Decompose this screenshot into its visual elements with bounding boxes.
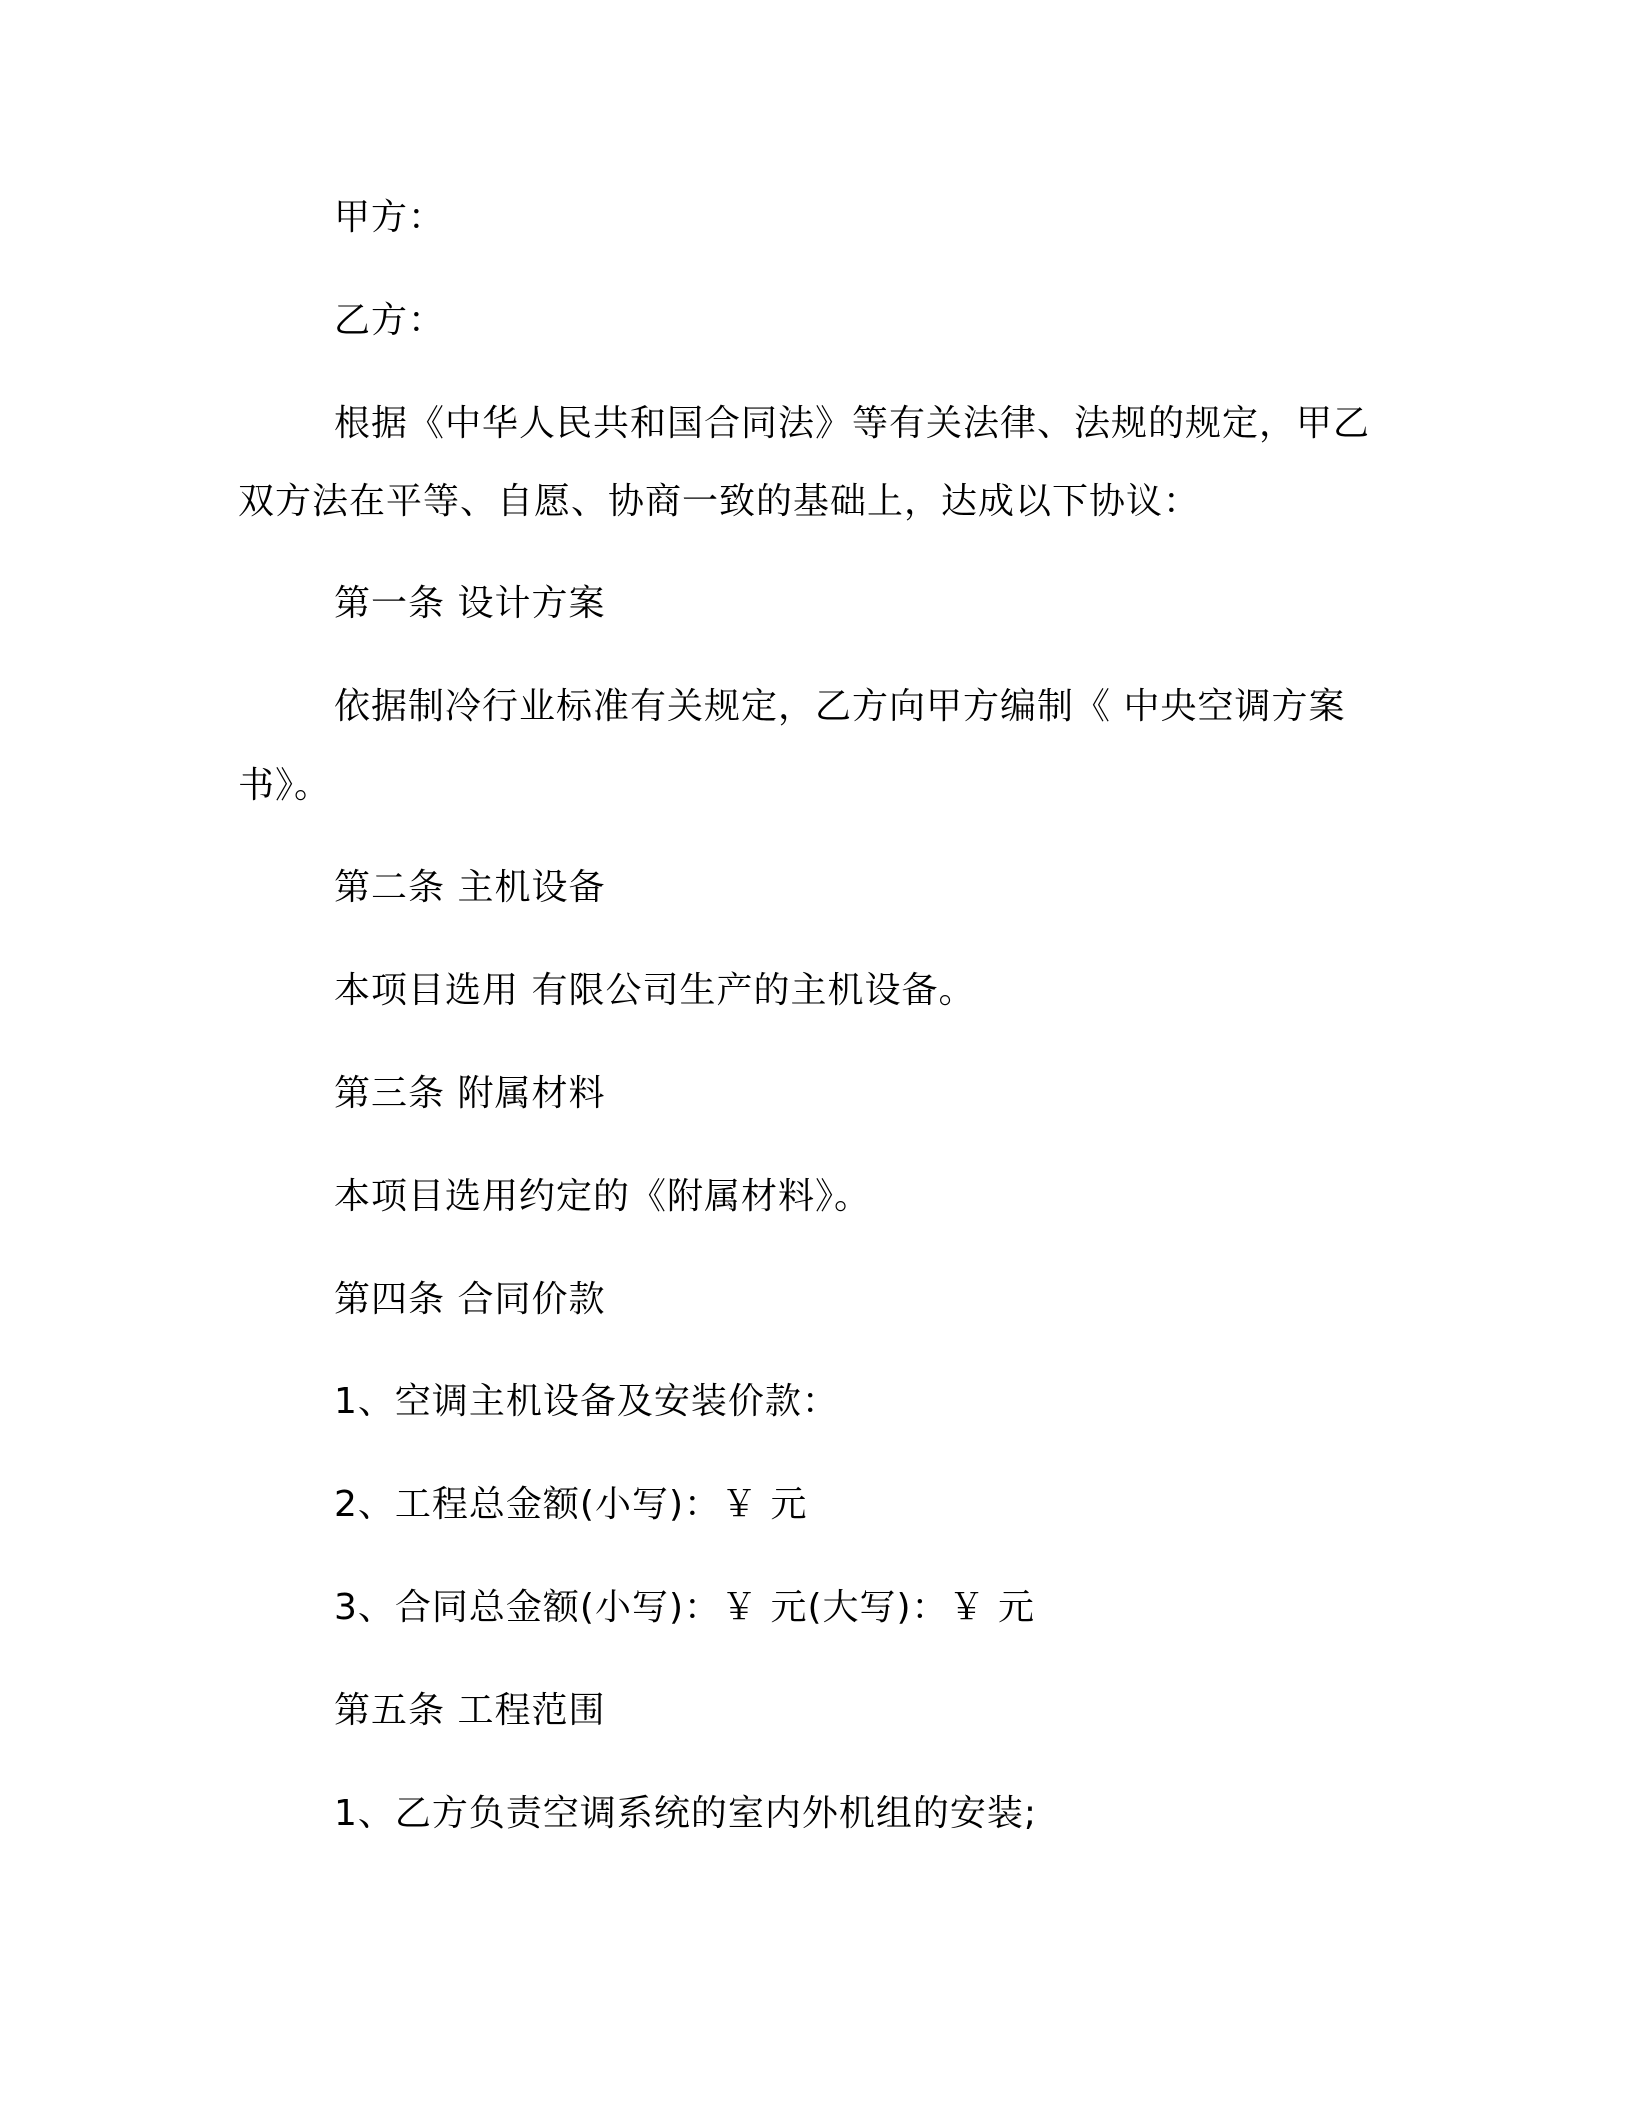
preamble-line-1: 根据《中华人民共和国合同法》等有关法律、法规的规定，甲乙 bbox=[334, 403, 1371, 444]
preamble-line-2: 双方法在平等、自愿、协商一致的基础上，达成以下协议： bbox=[238, 481, 1201, 522]
article-4-item-2: 2、工程总金额(小写)：￥ 元 bbox=[334, 1484, 808, 1525]
party-b-label: 乙方： bbox=[334, 300, 446, 341]
article-3-heading: 第三条 附属材料 bbox=[334, 1073, 606, 1114]
article-4-heading: 第四条 合同价款 bbox=[334, 1279, 606, 1320]
article-5-item-1: 1、乙方负责空调系统的室内外机组的安装; bbox=[334, 1793, 1038, 1834]
article-3-text: 本项目选用约定的《附属材料》。 bbox=[334, 1176, 872, 1217]
article-1-text-line-1: 依据制冷行业标准有关规定，乙方向甲方编制《 中央空调方案 bbox=[334, 686, 1346, 727]
article-1-text-line-2: 书》。 bbox=[238, 765, 332, 806]
article-4-item-3: 3、合同总金额(小写)：￥ 元(大写)：￥ 元 bbox=[334, 1587, 1035, 1628]
article-4-item-1: 1、空调主机设备及安装价款： bbox=[334, 1381, 839, 1422]
party-a-label: 甲方： bbox=[334, 197, 446, 238]
article-5-heading: 第五条 工程范围 bbox=[334, 1690, 606, 1731]
article-2-text: 本项目选用 有限公司生产的主机设备。 bbox=[334, 970, 976, 1011]
article-2-heading: 第二条 主机设备 bbox=[334, 867, 606, 908]
article-1-heading: 第一条 设计方案 bbox=[334, 583, 606, 624]
